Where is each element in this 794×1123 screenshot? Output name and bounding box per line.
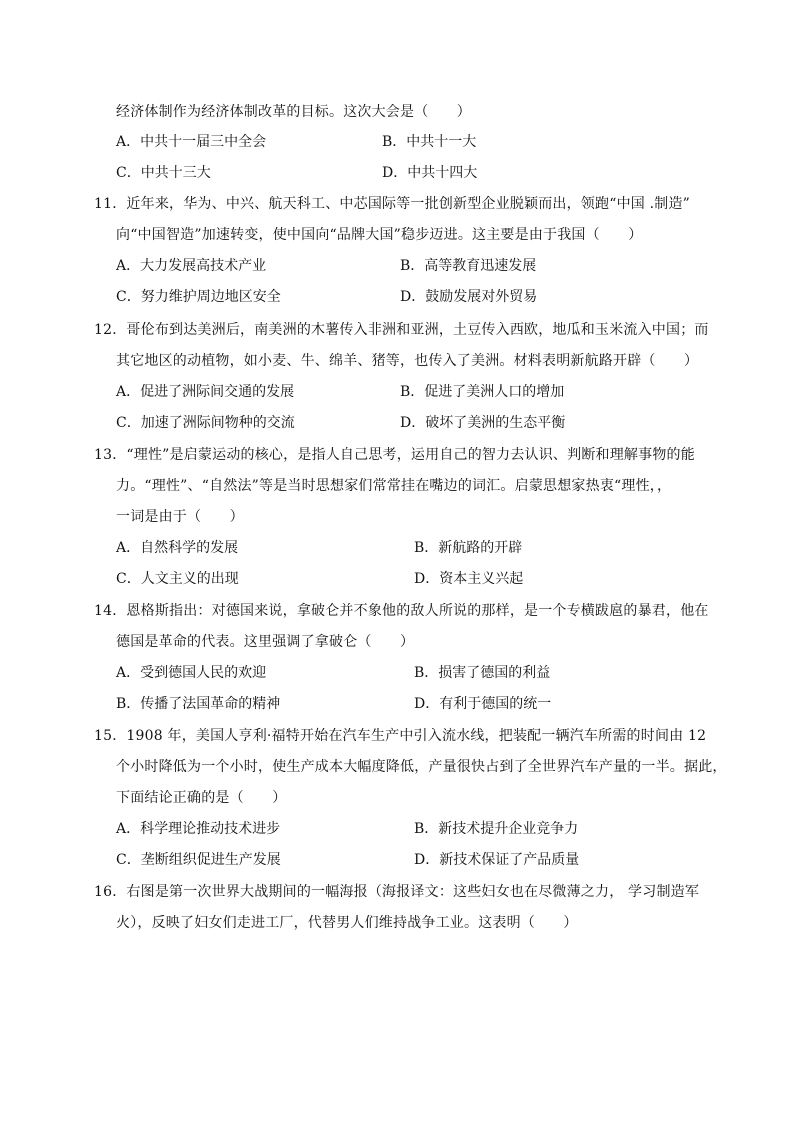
q11-option-a[interactable]: A．大力发展高技术产业 <box>116 258 267 274</box>
q10-option-d[interactable]: D．中共十四大 <box>382 165 478 181</box>
q13-stem-line2: 力。“理性”、“自然法”等是当时思想家们常常挂在嘴边的词汇。启蒙思想家热衷“理性，， <box>116 478 672 494</box>
q11-option-c[interactable]: C．努力维护周边地区安全 <box>116 289 281 305</box>
q10-option-c[interactable]: C．中共十三大 <box>116 165 211 181</box>
q15-option-a[interactable]: A．科学理论推动技术进步 <box>116 821 281 837</box>
q12-stem-line1: 12．哥伦布到达美洲后，南美洲的木薯传入非洲和亚洲，土豆传入西欧，地瓜和玉米流入中国；而 <box>94 322 709 338</box>
q12-option-a[interactable]: A．促进了洲际间交通的发展 <box>116 384 295 400</box>
q11-option-b[interactable]: B．高等教育迅速发展 <box>400 258 537 274</box>
q11-stem-line1: 11．近年来，华为、中兴、航天科工、中芯国际等一批创新型企业脱颖而出，领跑“中国 .制造” <box>94 196 691 212</box>
q15-stem-line1: 15．1908 年，美国人亨利·福特开始在汽车生产中引入流水线，把装配一辆汽车所需的时间由 12 <box>94 728 707 744</box>
q13-option-c[interactable]: C．人文主义的出现 <box>116 571 239 587</box>
q12-option-c[interactable]: C．加速了洲际间物种的交流 <box>116 415 295 431</box>
q13-stem-line3: 一词是由于（ ） <box>116 509 244 525</box>
q11-stem-line2: 向“中国智造”加速转变，使中国向“品牌大国”稳步迈进。这主要是由于我国（ ） <box>116 227 643 243</box>
q14-stem-line1: 14．恩格斯指出：对德国来说，拿破仑并不象他的敌人所说的那样，是一个专横跋扈的暴君，他在 <box>94 603 709 619</box>
q14-stem-line2: 德国是革命的代表。这里强调了拿破仑（ ） <box>116 634 415 650</box>
q13-stem-line1: 13．“理性”是启蒙运动的核心，是指人自己思考，运用自己的智力去认识、判断和理解事物的能 <box>94 447 695 463</box>
q12-option-b[interactable]: B．促进了美洲人口的增加 <box>400 384 565 400</box>
q15-stem-line3: 下面结论正确的是（ ） <box>116 790 287 806</box>
q11-option-d[interactable]: D．鼓励发展对外贸易 <box>400 289 538 305</box>
q14-option-c[interactable]: B．传播了法国革命的精神 <box>116 696 281 712</box>
q15-stem-line2: 个小时降低为一个小时，使生产成本大幅度降低，产量很快占到了全世界汽车产量的一半。据此， <box>116 759 727 775</box>
q15-option-b[interactable]: B．新技术提升企业竞争力 <box>414 821 579 837</box>
q14-option-a[interactable]: A．受到德国人民的欢迎 <box>116 665 267 681</box>
q12-stem-line2: 其它地区的动植物，如小麦、牛、绵羊、猪等，也传入了美洲。材料表明新航路开辟（ ） <box>116 353 699 369</box>
q10-option-b[interactable]: B．中共十一大 <box>382 134 477 150</box>
q13-option-d[interactable]: D．资本主义兴起 <box>414 571 524 587</box>
q15-option-d[interactable]: D．新技术保证了产品质量 <box>414 852 580 868</box>
q15-option-c[interactable]: C．垄断组织促进生产发展 <box>116 852 281 868</box>
q13-option-b[interactable]: B．新航路的开辟 <box>414 540 523 556</box>
q14-option-d[interactable]: D．有利于德国的统一 <box>414 696 552 712</box>
q12-option-d[interactable]: D．破坏了美洲的生态平衡 <box>400 415 566 431</box>
q14-option-b[interactable]: B．损害了德国的利益 <box>414 665 551 681</box>
q16-stem-line2: 火），反映了妇女们走进工厂，代替男人们维持战争工业。这表明（ ） <box>116 915 578 931</box>
q10-stem-tail: 经济体制作为经济体制改革的目标。这次大会是（ ） <box>116 104 471 120</box>
q10-option-a[interactable]: A．中共十一届三中全会 <box>116 134 267 150</box>
q16-stem-line1: 16．右图是第一次世界大战期间的一幅海报（海报译文：这些妇女也在尽微薄之力， 学习制造军 <box>94 884 700 900</box>
q13-option-a[interactable]: A．自然科学的发展 <box>116 540 239 556</box>
